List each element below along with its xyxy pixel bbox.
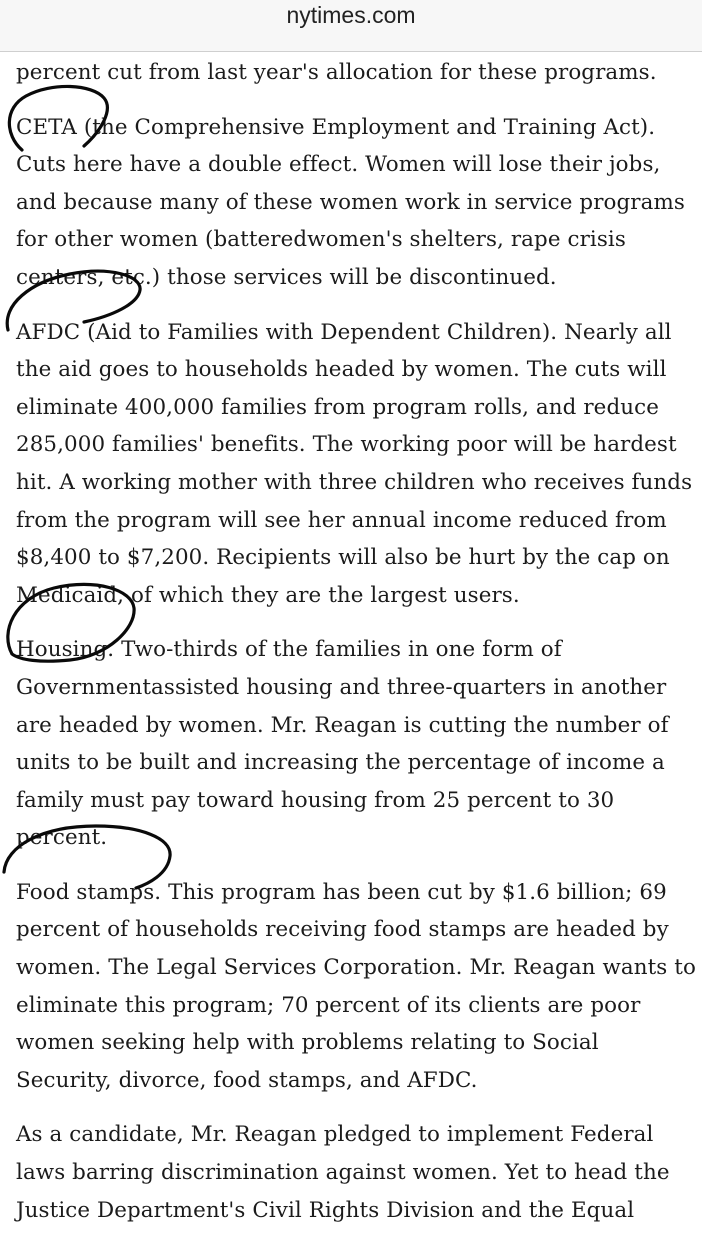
- text-line: Security, divorce, food stamps, and AFDC.: [16, 1067, 478, 1093]
- text-line: percent of households receiving food stamps are headed by: [16, 917, 669, 943]
- text-line: are headed by women. Mr. Reagan is cutting the number of: [16, 712, 669, 738]
- text-line: and because many of these women work in service programs: [16, 189, 685, 215]
- text-line: Governmentassisted housing and three-quarters in another: [16, 674, 667, 700]
- article-paragraph-housing: [16, 631, 702, 857]
- text-line: $8,400 to $7,200. Recipients will also be hurt by the cap on: [16, 545, 670, 571]
- text-line: Food stamps. This program has been cut by $1.6 billion; 69: [16, 879, 667, 905]
- text-line: AFDC (Aid to Families with Dependent Children). Nearly all: [16, 319, 672, 345]
- text-line: eliminate this program; 70 percent of its clients are poor: [16, 992, 641, 1018]
- text-line: 285,000 families' benefits. The working poor will be hardest: [16, 432, 677, 458]
- text-line: CETA (the Comprehensive Employment and Training Act).: [16, 114, 656, 140]
- text-line: family must pay toward housing from 25 percent to 30: [16, 787, 615, 813]
- text-line: Justice Department's Civil Rights Division and the Equal: [16, 1197, 635, 1223]
- text-line: As a candidate, Mr. Reagan pledged to implement Federal: [16, 1122, 654, 1148]
- text-line: Medicaid, of which they are the largest users.: [16, 582, 520, 608]
- text-line: Cuts here have a double effect. Women will lose their jobs,: [16, 152, 661, 178]
- text-line: percent cut from last year's allocation for these programs.: [16, 60, 657, 85]
- text-line: women seeking help with problems relating to Social: [16, 1030, 599, 1056]
- text-line: Housing. Two-thirds of the families in one form of: [16, 637, 562, 663]
- article-paragraph-afdc: [16, 314, 702, 615]
- article-paragraph-food-stamps: [16, 874, 702, 1100]
- article-paragraph: [16, 54, 702, 92]
- text-line: from the program will see her annual income reduced from: [16, 507, 667, 533]
- text-line: women. The Legal Services Corporation. Mr. Reagan wants to: [16, 955, 696, 981]
- text-line: laws barring discrimination against women. Yet to head the: [16, 1160, 670, 1186]
- article-body: [16, 54, 702, 1246]
- text-line: eliminate 400,000 families from program rolls, and reduce: [16, 394, 659, 420]
- text-line: for other women (batteredwomen's shelters, rape crisis: [16, 227, 626, 253]
- text-line: centers, etc.) those services will be discontinued.: [16, 264, 557, 290]
- url-domain[interactable]: nytimes.com: [286, 2, 416, 28]
- text-line: units to be built and increasing the percentage of income a: [16, 750, 665, 776]
- text-line: hit. A working mother with three children who receives funds: [16, 469, 693, 495]
- article-paragraph-ceta: [16, 109, 702, 297]
- article-paragraph: [16, 1116, 702, 1229]
- text-line: the aid goes to households headed by women. The cuts will: [16, 357, 667, 383]
- browser-address-bar[interactable]: [0, 0, 702, 52]
- text-line: percent.: [16, 825, 108, 851]
